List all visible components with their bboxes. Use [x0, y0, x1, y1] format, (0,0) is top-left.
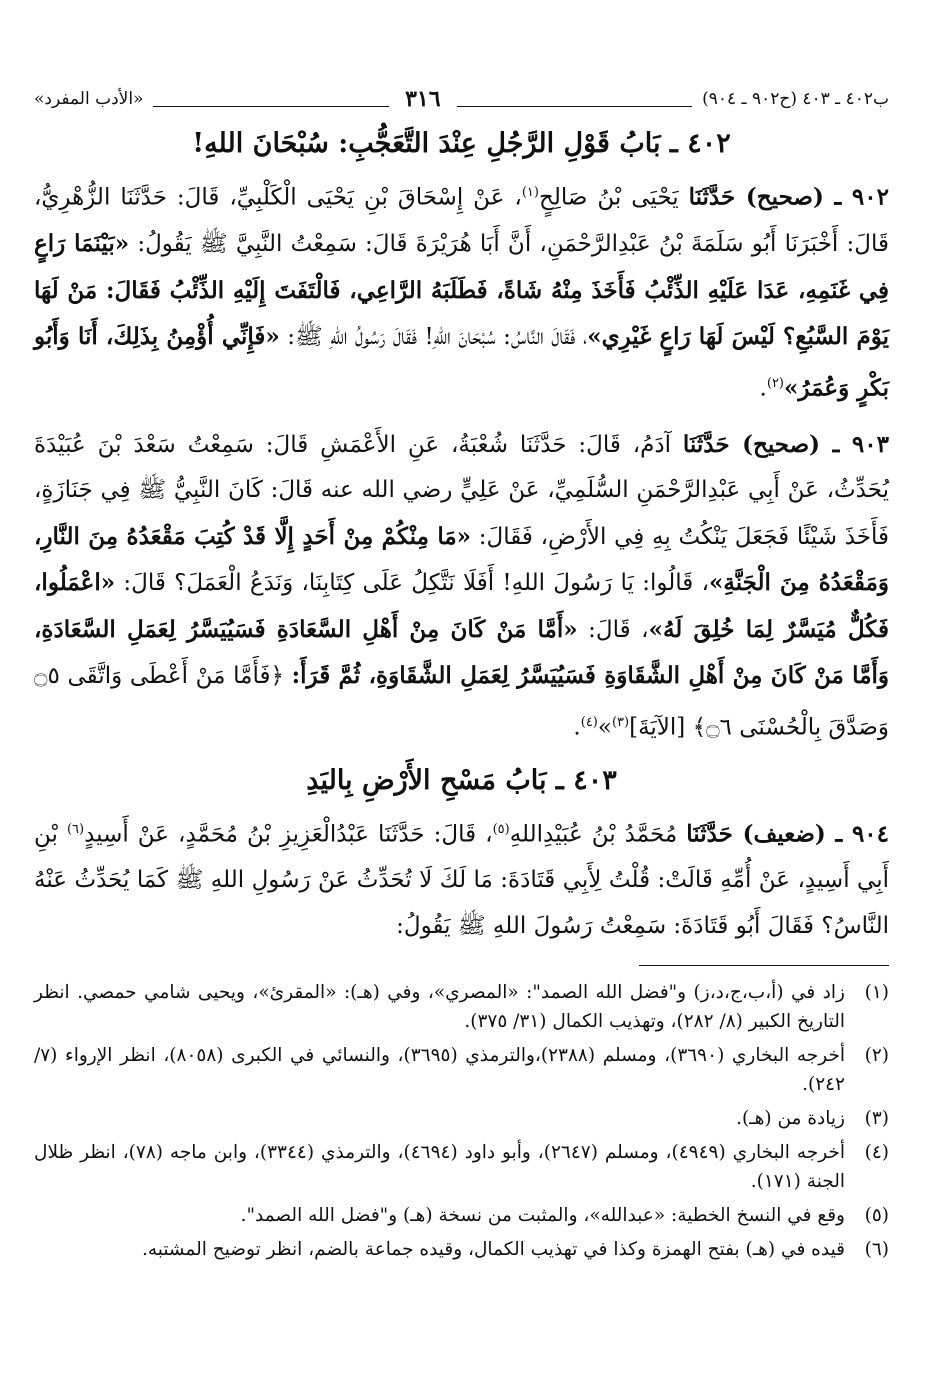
footnote-text: أخرجه البخاري (٣٦٩٠)، ومسلم (٢٣٨٨)،والترمذي (٣٦٩٥)، والنسائي في الكبرى (٨٠٥٨)، انظر الإرواء (٧/ ٢٤٢).	[34, 1045, 846, 1096]
header-rule-left	[153, 92, 389, 107]
footnote-ref: (٣)	[611, 714, 630, 730]
narrator-chain: ، قَالَ: حَدَّثَنَا عَبْدُالْعَزِيزِ بْنُ مُحَمَّدٍ، عَنْ أَسِيدٍ	[84, 821, 493, 848]
hadith-number: ٩٠٤ ـ (ضعيف) حَدَّثَنَا	[686, 820, 889, 848]
hadith-number: ٩٠٣ ـ (صحيح) حَدَّثَنَا	[682, 430, 889, 458]
narration-text: ، قَالُوا: يَا رَسُولَ اللهِ! أَفَلَا نَتَّكِلُ عَلَى كِتَابِنَا، وَنَدَعُ الْعَمَلَ؟ قَالَ:	[115, 570, 710, 597]
footnotes	[34, 978, 889, 1264]
footnote-ref: (٥)	[492, 821, 510, 837]
hadith-text	[34, 170, 889, 412]
footnote-text: أخرجه البخاري (٤٩٤٩)، ومسلم (٢٦٤٧)، وأبو داود (٤٦٩٤)، والترمذي (٣٣٤٤)، وابن ماجه (٧٨)، انظر ظلال الجنة (١٧١).	[34, 1142, 845, 1193]
footnote	[34, 978, 889, 1036]
prophetic-quote: «مَا مِنْكُمْ مِنْ أَحَدٍ إِلَّا قَدْ كُتِبَ مَقْعَدُهُ مِنَ النَّارِ، وَمَقْعَدُهُ مِنَ الْجَنَّةِ»	[34, 522, 889, 597]
hadith-904	[34, 807, 889, 949]
page-number: ٣١٦	[405, 86, 441, 112]
prophetic-quote: «فَإِنِّي أُؤْمِنُ بِذَلِكَ، أَنَا وَأَبُو بَكْرٍ وَعُمَرُ»	[34, 323, 889, 402]
footnote-number: (١)	[864, 982, 889, 1004]
footnote	[34, 1235, 889, 1264]
hadith-number: ٩٠٢ ـ (صحيح) حَدَّثَنَا	[688, 183, 889, 211]
footnote-ref: (٤)	[580, 714, 598, 730]
footnote	[34, 1104, 889, 1133]
footnote-separator	[639, 965, 889, 966]
footnote	[34, 1138, 889, 1196]
narration-text: »	[597, 714, 612, 741]
narrator-chain: آدَمُ، قَالَ: حَدَّثَنَا شُعْبَةُ، عَنِ الأَعْمَشِ قَالَ: سَمِعْتُ سَعْدَ بْنَ عُبَيْدَةَ يُحَدِّثُ، عَنْ أَبِي عَبْدِالرَّحْمَنِ السُّلَمِيِّ، عَنْ عَلِيٍّ رضي الله عنه قَالَ: كَانَ النَّبِيُّ ﷺ فِي جَنَازَةٍ، فَأَخَذَ شَيْئًا فَجَعَلَ يَنْكُتُ بِهِ فِي الأَرْضِ، فَقَالَ:	[34, 431, 890, 550]
footnote-number: (٥)	[864, 1205, 889, 1227]
hadith-903	[34, 422, 889, 751]
header-rule-right	[457, 92, 693, 107]
footnote-ref: (١)	[521, 185, 539, 200]
footnote	[34, 1201, 889, 1230]
prophetic-quote: «بَيْنَمَا رَاعٍ فِي غَنَمِهِ، عَدَا عَلَيْهِ الذِّئْبُ فَأَخَذَ مِنْهُ شَاةً، فَطَلَبَهُ الرَّاعِي، فَالْتَفَتَ إِلَيْهِ الذِّئْبُ فَقَالَ: مَنْ لَهَا يَوْمَ السَّبُعِ؟ لَيْسَ لَهَا رَاعٍ غَيْرِي»	[34, 230, 889, 351]
footnote-text: وقع في النسخ الخطية: «عبدالله»، والمثبت من نسخة (هـ) و"فضل الله الصمد".	[240, 1205, 845, 1227]
narrator-chain: مُحَمَّدُ بْنُ عُبَيْدِاللهِ	[509, 821, 687, 848]
hadith-902	[34, 170, 889, 412]
prophetic-quote: «أَمَّا مَنْ كَانَ مِنْ أَهْلِ السَّعَادَةِ فَسَيُيَسَّرُ لِعَمَلِ السَّعَادَةِ، وَأَمَّا مَنْ كَانَ مِنْ أَهْلِ الشَّقَاوَةِ فَسَيُيَسَّرُ لِعَمَلِ الشَّقَاوَةِ، ثُمَّ قَرَأَ:	[34, 615, 890, 690]
footnote-ref: (٢)	[766, 375, 784, 391]
footnote-text: قيده في (هـ) بفتح الهمزة وكذا في تهذيب الكمال، وقيده جماعة بالضم، انظر توضيح المشتبه.	[141, 1239, 845, 1261]
header-hadith-range: ب٤٠٢ ـ ٤٠٣ (ح٩٠٢ ـ ٩٠٤)	[702, 89, 889, 109]
footnote-ref: (٦)	[66, 821, 85, 837]
running-header	[34, 84, 889, 114]
narration-text: ، فَقَالَ النَّاسُ: سُبْحَانَ اللهِ! فَقَالَ رَسُولُ اللهِ ﷺ:	[279, 324, 588, 351]
quran-verse: ﴿فَأَمَّا مَنْ أَعْطَى وَاتَّقَى ۝٥ وَصَدَّقَ بِالْحُسْنَى ۝٦﴾ [الآيَةَ]	[34, 663, 889, 741]
narration-text: .	[759, 375, 767, 402]
footnote-number: (٤)	[864, 1142, 889, 1164]
chapter-heading: ٤٠٣ ـ بَابُ مَسْحِ الأَرْضِ بِاليَدِ	[306, 764, 617, 796]
narration-text: بْنِ أَبِي أَسِيدٍ، عَنْ أُمِّهِ قَالَتْ: قُلْتُ لِأَبِي قَتَادَةَ: مَا لَكَ لَا تُحَدِّثُ عَنْ رَسُولِ اللهِ ﷺ كَمَا يُحَدِّثُ عَنْهُ النَّاسُ؟ فَقَالَ أَبُو قَتَادَةَ: سَمِعْتُ رَسُولَ اللهِ ﷺ يَقُولُ:	[34, 821, 889, 939]
footnote-text: زاد في (أ،ب،ج،د،ز) و"فضل الله الصمد": «المصري»، وفي (هـ): «المقرئ»، ويحيى شامي حمصي. انظر التاريخ الكبير (٨/ ٢٨٢)، وتهذيب الكمال (٣١/ ٣٧٥).	[34, 982, 845, 1033]
narrator-chain: ، عَنْ إِسْحَاقَ بْنِ يَحْيَى الْكَلْبِيِّ، قَالَ: حَدَّثَنَا الزُّهْرِيُّ، قَالَ: أَخْبَرَنَا أَبُو سَلَمَةَ بْنُ عَبْدِالرَّحْمَنِ، أَنَّ أَبَا هُرَيْرَةَ قَالَ: سَمِعْتُ النَّبِيَّ ﷺ يَقُولُ:	[34, 184, 889, 258]
footnote-number: (٦)	[864, 1239, 889, 1261]
narrator-chain: يَحْيَى بْنُ صَالِحٍ	[538, 184, 689, 211]
header-book-title: «الأدب المفرد»	[33, 89, 144, 109]
hadith-text	[34, 422, 889, 751]
footnote-number: (٣)	[864, 1108, 889, 1130]
footnote-number: (٢)	[864, 1045, 889, 1067]
footnote-text: زيادة من (هـ).	[736, 1108, 845, 1130]
footnote	[34, 1041, 889, 1099]
narration-text: ، قَالَ:	[577, 616, 649, 643]
hadith-text	[34, 807, 889, 949]
narration-text: .	[573, 714, 581, 741]
chapter-heading: ٤٠٢ ـ بَابُ قَوْلِ الرَّجُلِ عِنْدَ التَّعَجُّبِ: سُبْحَانَ اللهِ!	[192, 128, 731, 159]
prophetic-quote: «اعْمَلُوا، فَكُلٌّ مُيَسَّرٌ لِمَا خُلِقَ لَهُ»	[34, 569, 890, 643]
